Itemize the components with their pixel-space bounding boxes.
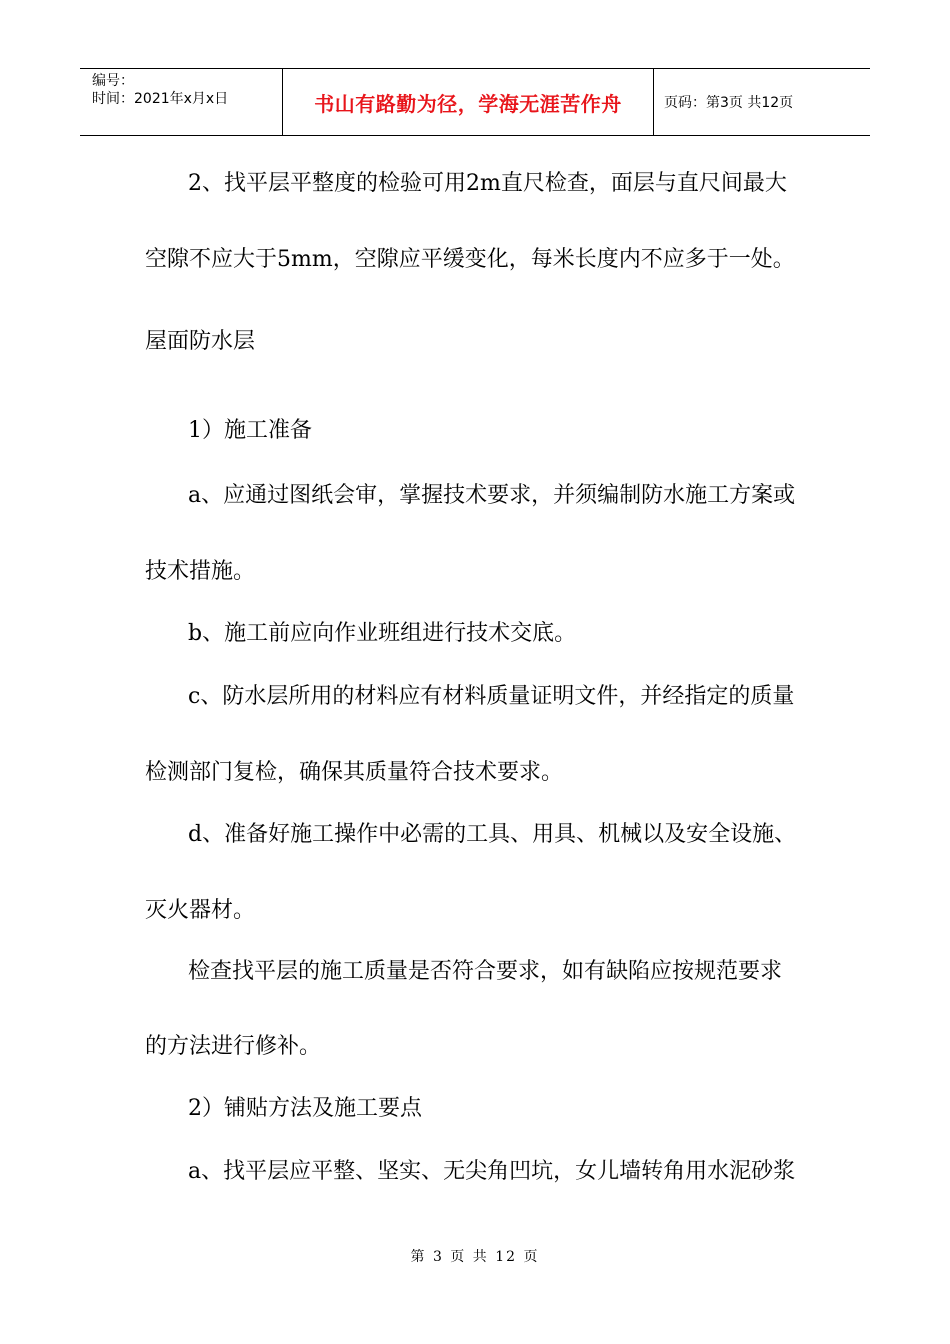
- paragraph-line: b、施工前应向作业班组进行技术交底。: [188, 621, 577, 646]
- paragraph-line: 2、找平层平整度的检验可用2m直尺检查，面层与直尺间最大: [188, 171, 787, 196]
- paragraph-line: 的方法进行修补。: [145, 1034, 322, 1059]
- document-date: 时间：2021年x月x日: [92, 91, 229, 107]
- paragraph-line: d、准备好施工操作中必需的工具、用具、机械以及安全设施、: [188, 822, 797, 847]
- paragraph-line: 空隙不应大于5mm，空隙应平缓变化，每米长度内不应多于一处。: [145, 247, 795, 272]
- header-meta: [80, 69, 282, 135]
- paragraph-line: 灭火器材。: [145, 898, 256, 923]
- header-motto: 书山有路勤为径，学海无涯苦作舟: [282, 69, 654, 135]
- subsection-heading: 2）铺贴方法及施工要点: [188, 1096, 422, 1121]
- paragraph-line: c、防水层所用的材料应有材料质量证明文件，并经指定的质量: [188, 684, 795, 709]
- page-footer: 第 3 页 共 12 页: [410, 1249, 540, 1265]
- paragraph-line: a、应通过图纸会审，掌握技术要求，并须编制防水施工方案或: [188, 483, 796, 508]
- paragraph-line: 检查找平层的施工质量是否符合要求，如有缺陷应按规范要求: [188, 959, 783, 984]
- paragraph-line: 检测部门复检，确保其质量符合技术要求。: [145, 760, 564, 785]
- header-page-number: 页码：第3页 共12页: [664, 95, 794, 111]
- subsection-heading: 1）施工准备: [188, 418, 312, 443]
- paragraph-line: a、找平层应平整、坚实、无尖角凹坑，女儿墙转角用水泥砂浆: [188, 1159, 796, 1184]
- section-heading: 屋面防水层: [145, 329, 256, 354]
- paragraph-line: 技术措施。: [145, 559, 256, 584]
- document-number-label: 编号：: [92, 73, 134, 89]
- page-header: [80, 68, 870, 136]
